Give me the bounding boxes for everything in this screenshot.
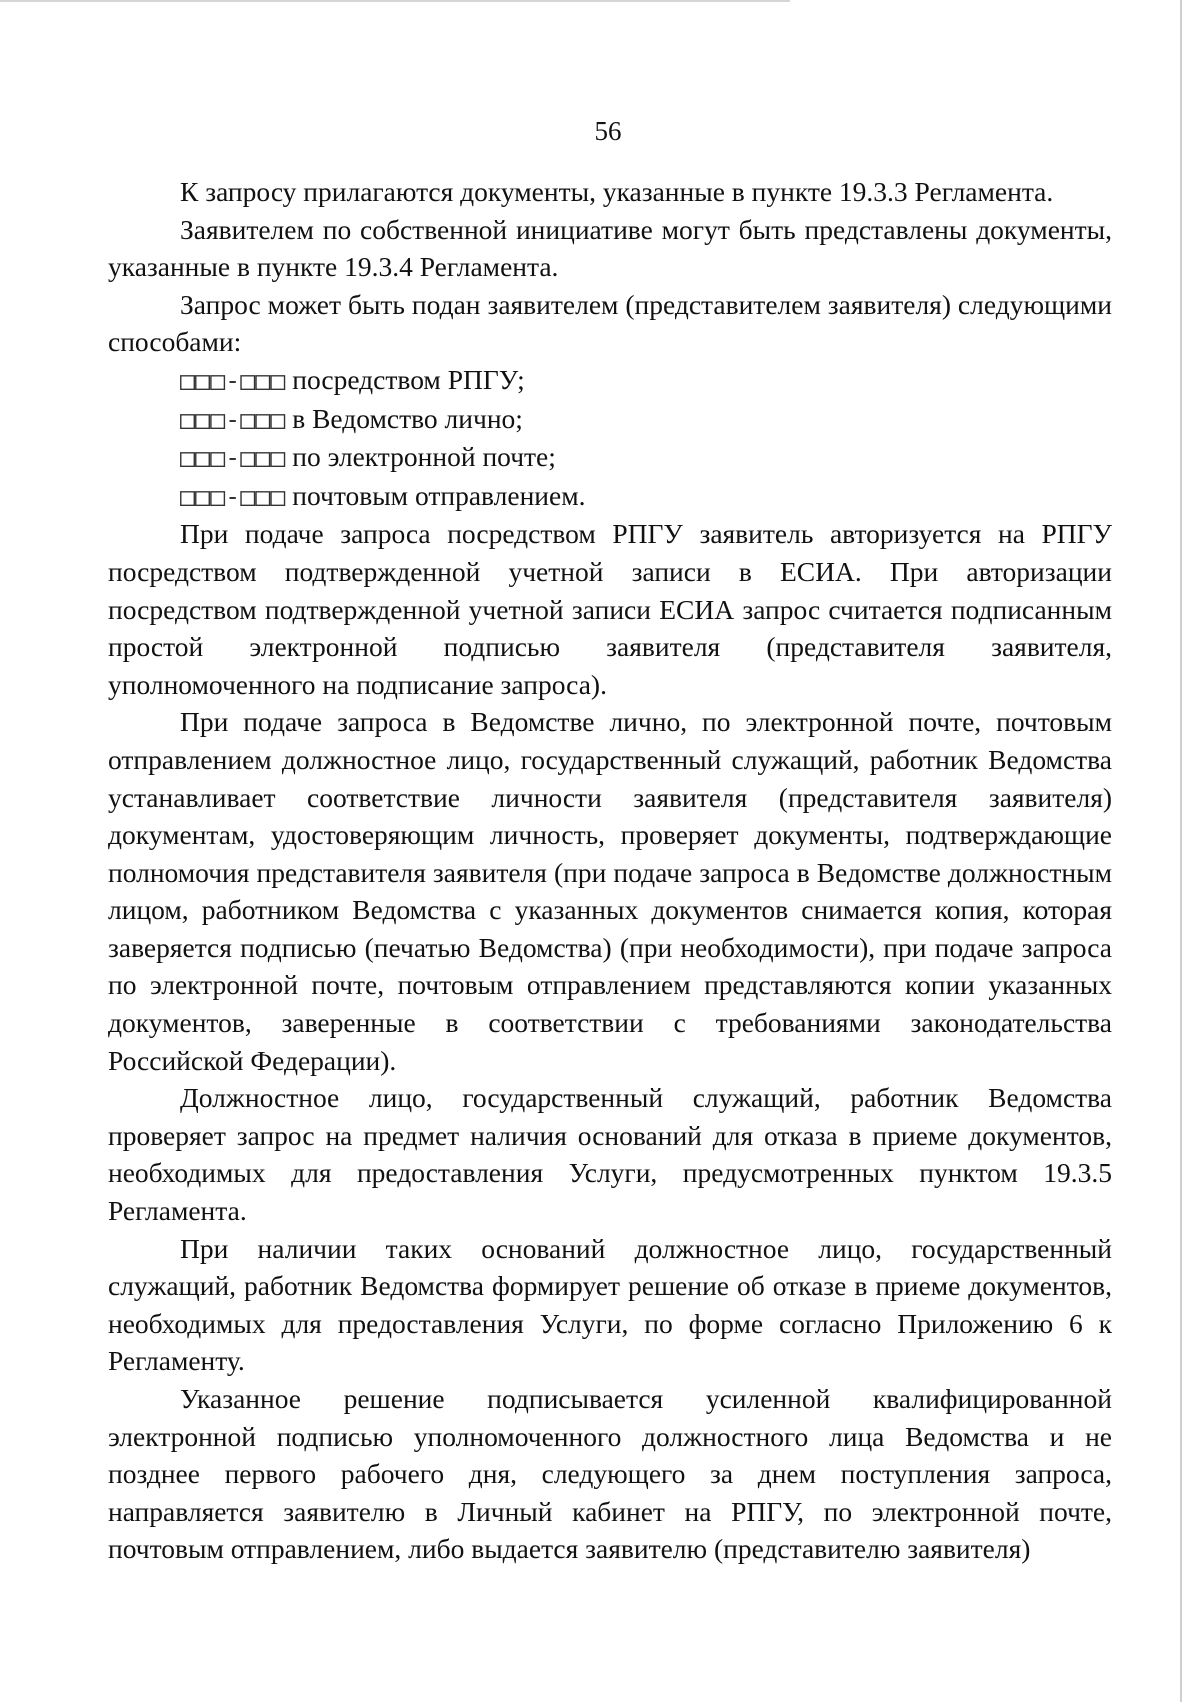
- list-item-rpgu: [108, 361, 1112, 400]
- paragraph-in-person-verification: При подаче запроса в Ведомстве лично, по электронной почте, почтовым отправлением должностное лицо, государственный служащий, работник Ведомства устанавливает соответствие личности заявителя (представителя заявителя) документам, удостоверяющим личность, проверяет документы, подтверждающие полномочия представителя заявителя (при подаче запроса в Ведомстве должностным лицом, работником Ведомства с указанных документов снимается копия, которая заверяется подписью (печатью Ведомства) (при необходимости), при подаче запроса по электронной почте, почтовым отправлением представляются копии указанных документов, заверенные в соответствии с требованиями законодательства Российской Федерации).: [108, 706, 1112, 1076]
- paragraph-request-check: Должностное лицо, государственный служащий, работник Ведомства проверяет запрос на предмет наличия оснований для отказа в приеме документов, необходимых для предоставления Услуги, предусмотренных пунктом 19.3.5 Регламента.: [108, 1082, 1112, 1227]
- bullet-marker: □□□-□□□: [180, 404, 286, 434]
- document-body: [108, 173, 1112, 1568]
- page-number: 56: [594, 116, 622, 146]
- paragraph-attachments: К запросу прилагаются документы, указанные в пункте 19.3.3 Регламента.: [180, 176, 1054, 207]
- list-item-text: в Ведомство лично;: [292, 402, 523, 434]
- bullet-marker: □□□-□□□: [180, 365, 286, 395]
- list-item-email: [108, 438, 1112, 477]
- list-item-text: посредством РПГУ;: [292, 363, 525, 395]
- paragraph-decision-signing: Указанное решение подписывается усиленной квалифицированной электронной подписью уполномоченного должностного лица Ведомства и не позднее первого рабочего дня, следующего за днем поступления запроса, направляется заявителю в Личный кабинет на РПГУ, по электронной почте, почтовым отправлением, либо выдается заявителю (представителю заявителя): [108, 1383, 1112, 1565]
- paragraph-refusal-decision: При наличии таких оснований должностное лицо, государственный служащий, работник Ведомства формирует решение об отказе в приеме документов, необходимых для предоставления Услуги, по форме согласно Приложению 6 к Регламенту.: [108, 1232, 1112, 1377]
- list-item-text: по электронной почте;: [292, 441, 556, 473]
- paragraph-own-initiative: Заявителем по собственной инициативе могут быть представлены документы, указанные в пункте 19.3.4 Регламента.: [108, 213, 1112, 283]
- scan-edge-top: [0, 0, 790, 2]
- list-item-post: [108, 477, 1112, 516]
- paragraph-rpgu-authorization: При подаче запроса посредством РПГУ заявитель авторизуется на РПГУ посредством подтвержденной учетной записи в ЕСИА. При авторизации посредством подтвержденной учетной записи ЕСИА запрос считается подписанным простой электронной подписью заявителя (представителя заявителя, уполномоченного на подписание запроса).: [108, 518, 1112, 700]
- paragraph-submission-methods: Запрос может быть подан заявителем (представителем заявителя) следующими способами:: [108, 288, 1112, 358]
- scan-edge-right: [1180, 0, 1182, 1702]
- list-item-text: почтовым отправлением.: [292, 479, 586, 511]
- bullet-marker: □□□-□□□: [180, 443, 286, 473]
- list-item-in-person: [108, 400, 1112, 439]
- bullet-marker: □□□-□□□: [180, 481, 286, 511]
